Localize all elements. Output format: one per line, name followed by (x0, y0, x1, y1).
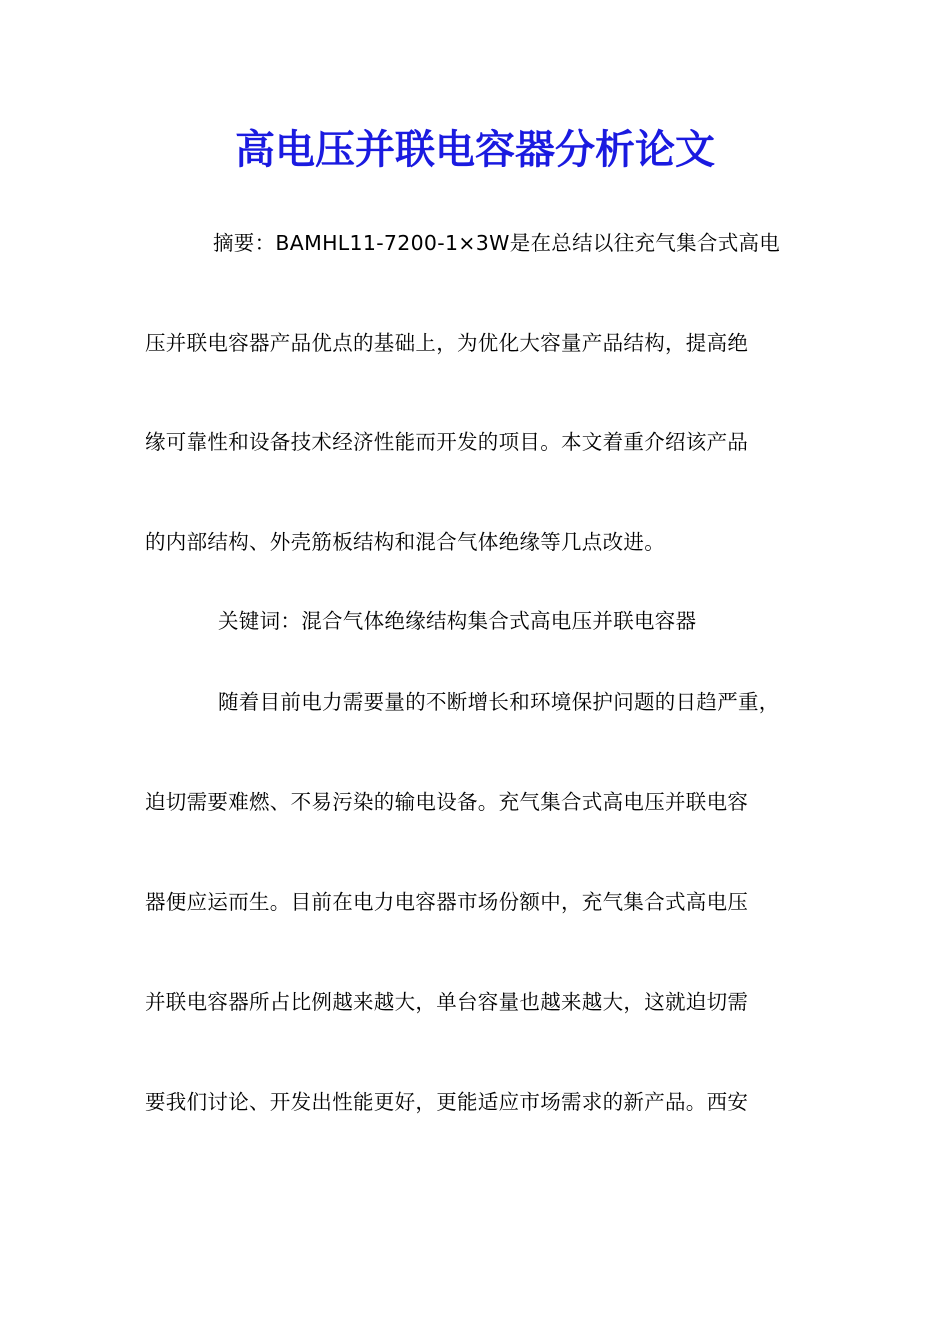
body-line-2: 迫切需要难燃、不易污染的输电设备。充气集合式高电压并联电容 (145, 790, 749, 814)
keywords-line: 关键词：混合气体绝缘结构集合式高电压并联电容器 (218, 609, 697, 633)
body-line-5: 要我们讨论、开发出性能更好，更能适应市场需求的新产品。西安 (145, 1090, 749, 1114)
abstract-line-3: 缘可靠性和设备技术经济性能而开发的项目。本文着重介绍该产品 (145, 430, 749, 454)
abstract-line-2: 压并联电容器产品优点的基础上，为优化大容量产品结构，提高绝 (145, 331, 749, 355)
document-title: 高电压并联电容器分析论文 (235, 126, 715, 173)
abstract-line-1: 摘要：BAMHL11-7200-1×3W是在总结以往充气集合式高电 (213, 231, 781, 255)
abstract-line-4: 的内部结构、外壳筋板结构和混合气体绝缘等几点改进。 (145, 530, 665, 554)
body-line-4: 并联电容器所占比例越来越大，单台容量也越来越大，这就迫切需 (145, 990, 749, 1014)
body-line-1: 随着目前电力需要量的不断增长和环境保护问题的日趋严重， (218, 690, 780, 714)
body-line-3: 器便应运而生。目前在电力电容器市场份额中，充气集合式高电压 (145, 890, 749, 914)
